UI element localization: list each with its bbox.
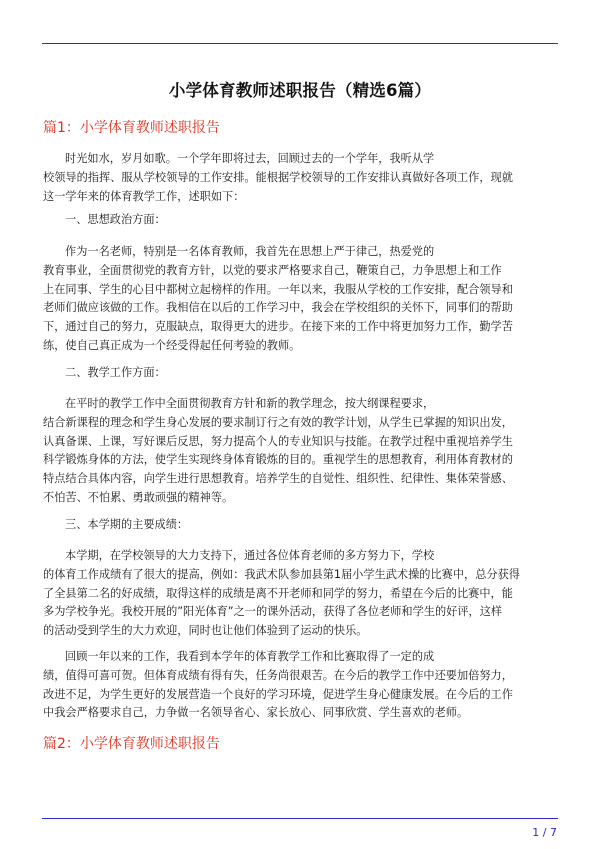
top-rule bbox=[42, 43, 558, 44]
text-line: 二、教学工作方面： bbox=[65, 366, 166, 379]
text-line: 的体育工作成绩有了很大的提高，例如：我武术队参加县第1届小学生武术操的比赛中，总分获得 bbox=[43, 567, 520, 581]
subsection-heading bbox=[43, 364, 558, 383]
section-heading-2: 篇2：小学体育教师述职报告 bbox=[43, 736, 220, 752]
text-line: 回顾一年以来的工作，我看到本学年的体育教学工作和比赛取得了一定的成 bbox=[65, 650, 435, 663]
text-line: 下，通过自己的努力，克服缺点，取得更大的进步。在接下来的工作中将更加努力工作，勤学苦 bbox=[43, 320, 513, 334]
text-line: 这一学年来的体育教学工作，述职如下： bbox=[43, 189, 245, 203]
text-line: 在平时的教学工作中全面贯彻教育方针和新的教学理念，按大纲课程要求， bbox=[65, 397, 435, 410]
bottom-rule bbox=[42, 818, 558, 819]
text-line: 特点结合具体内容，向学生进行思想教育。培养学生的自觉性、组织性、纪律性、集体荣誉感、 bbox=[43, 472, 513, 486]
text-line: 一、思想政治方面： bbox=[65, 213, 166, 226]
text-line: 老师们做应该做的工作。我相信在以后的工作学习中，我会在学校组织的关怀下，同事们的帮助 bbox=[43, 301, 513, 315]
text-line: 绩，值得可喜可贺。但体育成绩有得有失，任务尚很艰苦。在今后的教学工作中还要加倍努力， bbox=[43, 668, 513, 682]
subsection-heading bbox=[43, 516, 558, 535]
paragraph bbox=[43, 648, 558, 723]
text-line: 的活动受到学生的大力欢迎，同时也让他们体验到了运动的快乐。 bbox=[43, 624, 368, 638]
text-line: 本学期，在学校领导的大力支持下，通过各位体育老师的多方努力下，学校 bbox=[65, 549, 435, 562]
document-title: 小学体育教师述职报告（精选6篇） bbox=[168, 81, 432, 100]
text-line: 不怕苦、不怕累、勇敢顽强的精神等。 bbox=[43, 490, 234, 504]
paragraph bbox=[43, 547, 558, 641]
text-line: 认真备课、上课，写好课后反思，努力提高个人的专业知识与技能。在教学过程中重视培养学生 bbox=[43, 434, 513, 448]
text-line: 校领导的指挥、服从学校领导的工作安排。能根据学校领导的工作安排认真做好各项工作，现就 bbox=[43, 170, 513, 184]
text-line: 中我会严格要求自己，力争做一名领导省心、家长放心、同事欣赏、学生喜欢的老师。 bbox=[43, 706, 469, 720]
section-heading-1: 篇1：小学体育教师述职报告 bbox=[43, 120, 220, 136]
text-line: 改进不足，为学生更好的发展营造一个良好的学习环境，促进学生身心健康发展。在今后的工作 bbox=[43, 687, 513, 701]
page-number: 1 / 7 bbox=[532, 826, 557, 839]
text-line: 了全县第二名的好成绩，取得这样的成绩是离不开老师和同学的努力，希望在今后的比赛中，能 bbox=[43, 586, 513, 600]
subsection-heading bbox=[43, 211, 558, 230]
paragraph bbox=[43, 243, 558, 356]
text-line: 多为学校争光。我校开展的”阳光体育”之一的课外活动，获得了各位老师和学生的好评，这样 bbox=[43, 605, 503, 619]
text-line: 科学锻炼身体的方法，使学生实现终身体育锻炼的目的。重视学生的思想教育，利用体育教材的 bbox=[43, 453, 513, 467]
text-line: 结合新课程的理念和学生身心发展的要求制订行之有效的教学计划，从学生已掌握的知识出发， bbox=[43, 415, 513, 429]
text-line: 三、本学期的主要成绩： bbox=[65, 518, 189, 531]
text-line: 时光如水，岁月如歌。一个学年即将过去，回顾过去的一个学年，我听从学 bbox=[65, 152, 435, 165]
text-line: 教育事业，全面贯彻党的教育方针，以党的要求严格要求自己，鞭策自己，力争思想上和工作 bbox=[43, 263, 502, 277]
paragraph bbox=[43, 395, 558, 508]
text-line: 上在同事、学生的心目中都树立起榜样的作用。一年以来，我服从学校的工作安排，配合领导和 bbox=[43, 282, 513, 296]
text-line: 作为一名老师，特别是一名体育教师，我首先在思想上严于律己，热爱党的 bbox=[65, 245, 435, 258]
paragraph bbox=[43, 150, 558, 206]
text-line: 练，使自己真正成为一个经受得起任何考验的教师。 bbox=[43, 338, 301, 352]
